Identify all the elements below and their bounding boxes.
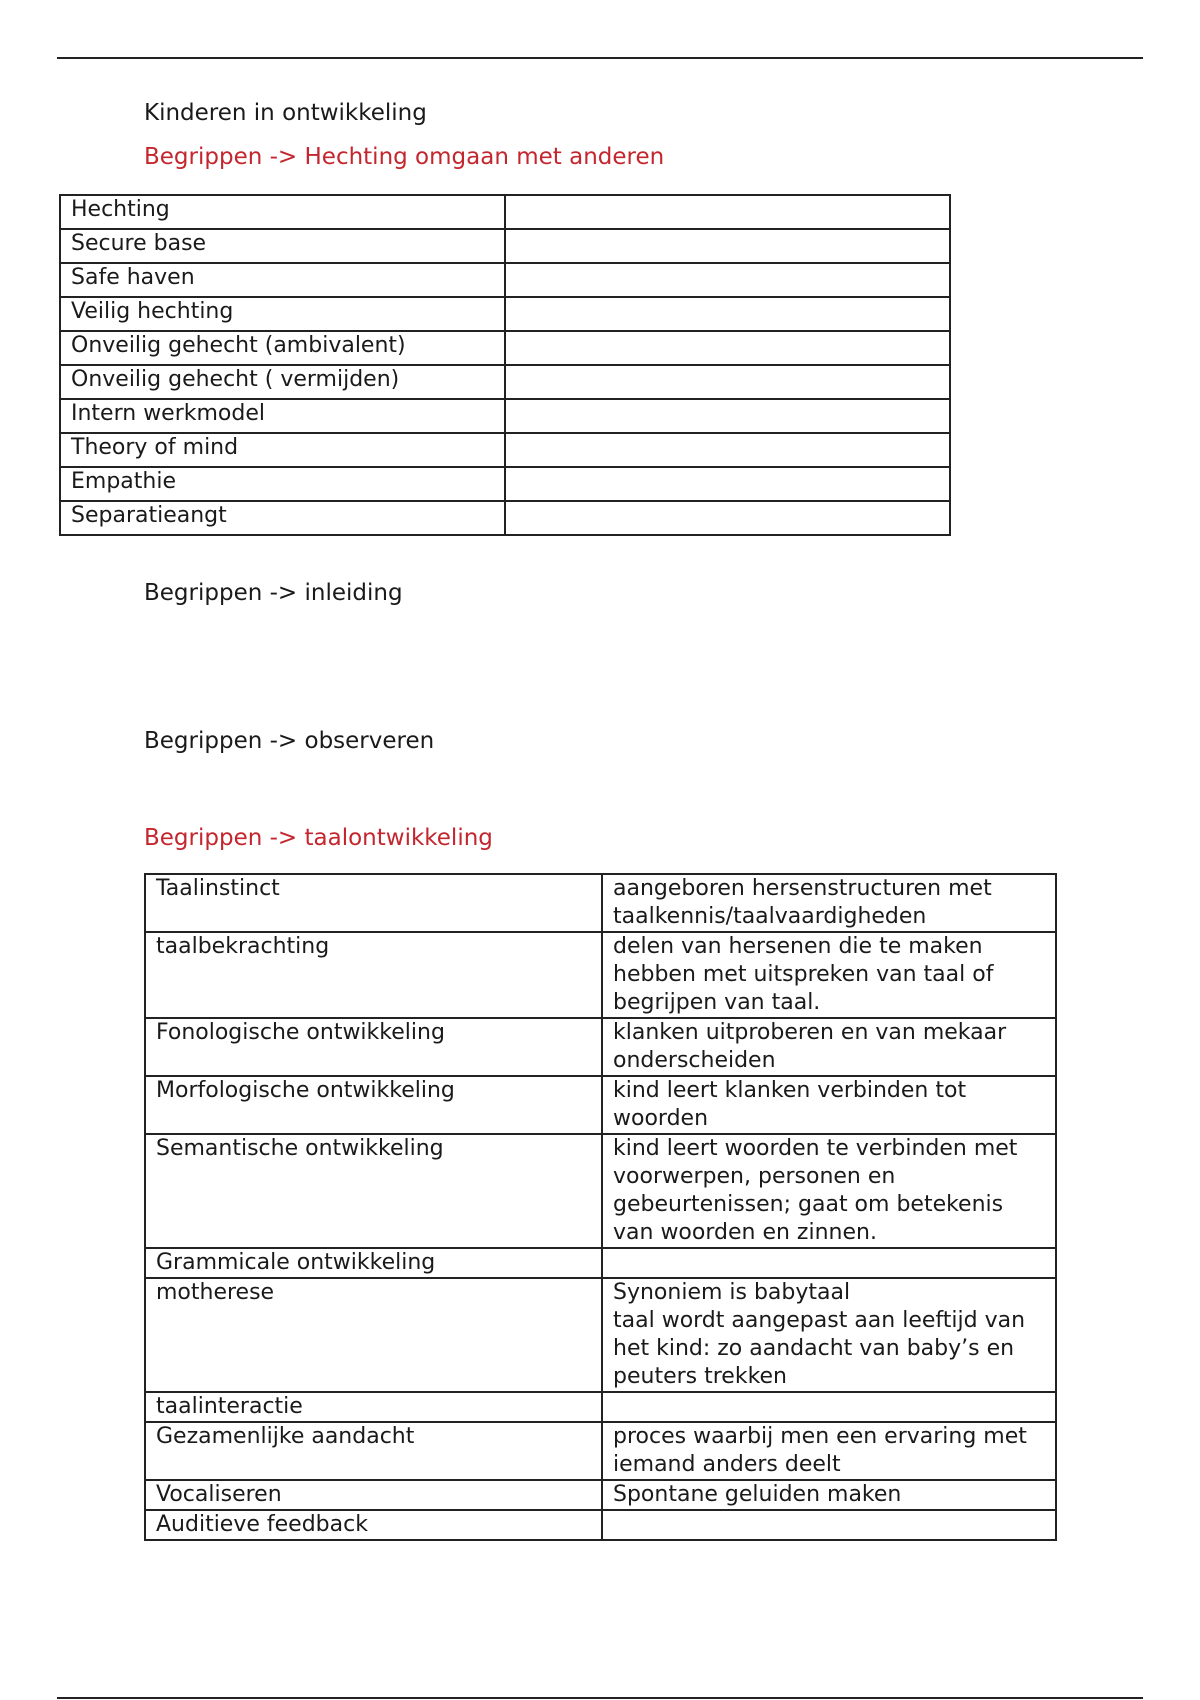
table-row — [145, 1480, 1056, 1510]
table-row — [60, 467, 950, 501]
term-cell: Semantische ontwikkeling — [145, 1134, 602, 1248]
header-rule — [57, 57, 1143, 59]
term-cell: Secure base — [60, 229, 505, 263]
term-cell: Empathie — [60, 467, 505, 501]
definition-cell — [505, 195, 950, 229]
definition-cell — [602, 1510, 1056, 1540]
term-cell: taalbekrachting — [145, 932, 602, 1018]
table-row — [145, 1134, 1056, 1248]
definition-cell: aangeboren hersenstructuren met taalkennis/taalvaardigheden — [602, 874, 1056, 932]
table-row — [145, 1278, 1056, 1392]
heading-hechting: Begrippen -> Hechting omgaan met anderen — [144, 144, 665, 170]
term-cell: Separatieangt — [60, 501, 505, 535]
definition-cell: Synoniem is babytaal taal wordt aangepast aan leeftijd van het kind: zo aandacht van baby’s en peuters trekken — [602, 1278, 1056, 1392]
table-row — [60, 297, 950, 331]
table-row — [60, 195, 950, 229]
heading-taalontwikkeling: Begrippen -> taalontwikkeling — [144, 825, 493, 851]
table-row — [60, 331, 950, 365]
table-row — [145, 874, 1056, 932]
definition-cell — [505, 297, 950, 331]
definition-cell: klanken uitproberen en van mekaar onderscheiden — [602, 1018, 1056, 1076]
term-cell: taalinteractie — [145, 1392, 602, 1422]
heading-observeren: Begrippen -> observeren — [144, 728, 435, 754]
definition-cell — [505, 331, 950, 365]
term-cell: Vocaliseren — [145, 1480, 602, 1510]
table-row — [60, 365, 950, 399]
term-cell: Auditieve feedback — [145, 1510, 602, 1540]
definition-cell — [505, 501, 950, 535]
term-cell: Theory of mind — [60, 433, 505, 467]
term-cell: Fonologische ontwikkeling — [145, 1018, 602, 1076]
definition-cell — [602, 1248, 1056, 1278]
table-row — [145, 1248, 1056, 1278]
table-row — [145, 932, 1056, 1018]
table-row — [60, 501, 950, 535]
table-row — [145, 1018, 1056, 1076]
definition-cell: proces waarbij men een ervaring met iemand anders deelt — [602, 1422, 1056, 1480]
definition-cell: Spontane geluiden maken — [602, 1480, 1056, 1510]
definition-cell — [505, 229, 950, 263]
term-cell: Grammicale ontwikkeling — [145, 1248, 602, 1278]
term-cell: Gezamenlijke aandacht — [145, 1422, 602, 1480]
definition-cell: kind leert klanken verbinden tot woorden — [602, 1076, 1056, 1134]
table-row — [145, 1422, 1056, 1480]
definition-cell: kind leert woorden te verbinden met voorwerpen, personen en gebeurtenissen; gaat om betekenis van woorden en zinnen. — [602, 1134, 1056, 1248]
taalontwikkeling-table — [144, 873, 1057, 1541]
term-cell: Onveilig gehecht ( vermijden) — [60, 365, 505, 399]
table-row — [60, 399, 950, 433]
heading-inleiding: Begrippen -> inleiding — [144, 580, 403, 606]
term-cell: Morfologische ontwikkeling — [145, 1076, 602, 1134]
term-cell: Taalinstinct — [145, 874, 602, 932]
term-cell: Onveilig gehecht (ambivalent) — [60, 331, 505, 365]
footer-rule — [57, 1697, 1143, 1699]
term-cell: Hechting — [60, 195, 505, 229]
table-row — [145, 1076, 1056, 1134]
definition-cell — [505, 365, 950, 399]
table-row — [145, 1510, 1056, 1540]
hechting-table — [59, 194, 951, 536]
table-row — [60, 263, 950, 297]
definition-cell — [602, 1392, 1056, 1422]
definition-cell — [505, 433, 950, 467]
definition-cell — [505, 399, 950, 433]
table-row — [60, 229, 950, 263]
definition-cell — [505, 467, 950, 501]
table-row — [60, 433, 950, 467]
definition-cell — [505, 263, 950, 297]
term-cell: Intern werkmodel — [60, 399, 505, 433]
table-row — [145, 1392, 1056, 1422]
term-cell: motherese — [145, 1278, 602, 1392]
term-cell: Safe haven — [60, 263, 505, 297]
term-cell: Veilig hechting — [60, 297, 505, 331]
document-title: Kinderen in ontwikkeling — [144, 100, 427, 126]
definition-cell: delen van hersenen die te maken hebben met uitspreken van taal of begrijpen van taal. — [602, 932, 1056, 1018]
